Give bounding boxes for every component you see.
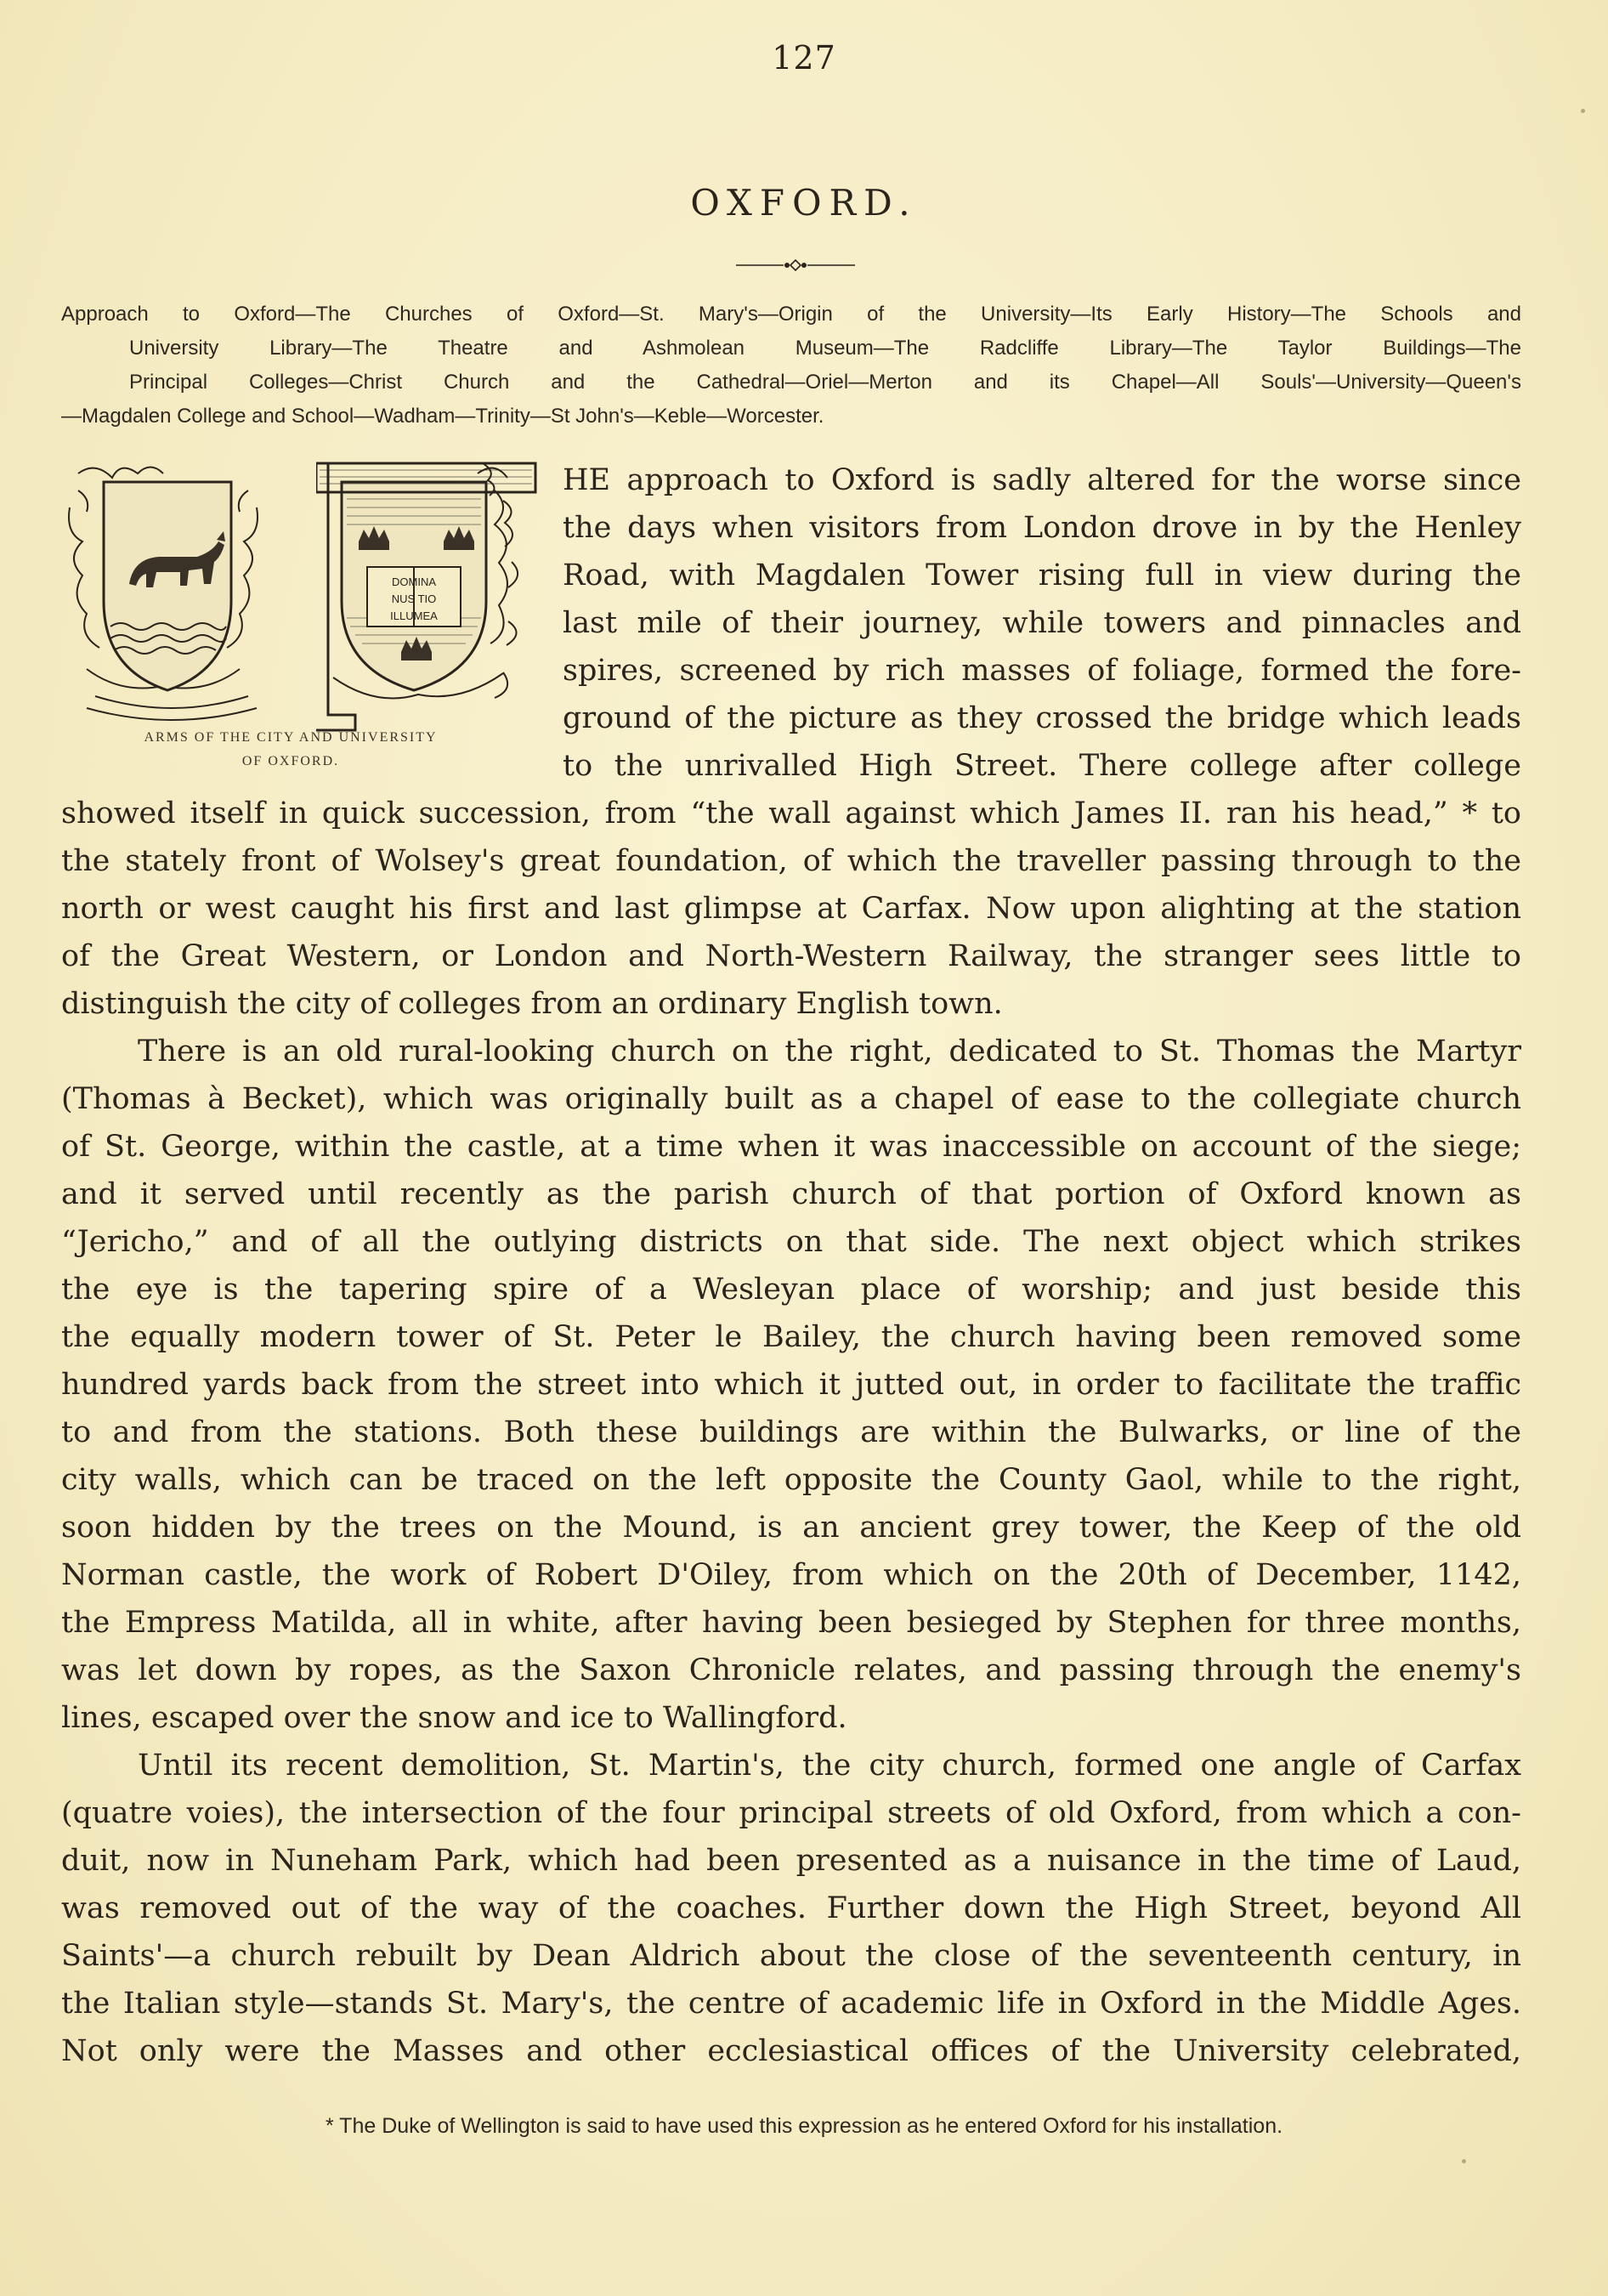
body-text [61,456,1521,2075]
text-line: to and from the stations. Both these buildings are within the Bulwarks, or line of the [61,1415,1521,1449]
text-line: lines, escaped over the snow and ice to Wallingford. [61,1701,847,1735]
text-line: Until its recent demolition, St. Martin's, the city church, formed one angle of Carfax [138,1749,1521,1783]
text-line: Road, with Magdalen Tower rising full in view during the [563,558,1521,592]
text-line: Saints'—a church rebuilt by Dean Aldrich about the close of the seventeenth century, in [61,1939,1521,1973]
text-line: was removed out of the way of the coaches. Further down the High Street, beyond All [61,1891,1521,1925]
text-line: north or west caught his first and last glimpse at Carfax. Now upon alighting at the station [61,892,1521,926]
paper-speck [1581,109,1585,113]
figure-caption-line1: ARMS OF THE CITY AND UNIVERSITY [144,730,438,745]
text-line: was let down by ropes, as the Saxon Chronicle relates, and passing through the enemy's [61,1653,1521,1687]
text-line: Not only were the Masses and other ecclesiastical offices of the University celebrated, [61,2034,1521,2068]
text-line: the days when visitors from London drove in by the Henley [563,511,1521,545]
book-motto-line1: DOMINA [392,575,436,588]
text-line: showed itself in quick succession, from “the wall against which James II. ran his head,” * to [61,797,1521,831]
chapter-synopsis [61,298,1521,434]
book-motto-line3: ILLUMEA [390,609,438,622]
paper-speck [1462,2159,1466,2163]
text-line: the Empress Matilda, all in white, after having been besieged by Stephen for three months, [61,1606,1521,1640]
text-line: There is an old rural-looking church on the right, dedicated to St. Thomas the Martyr [138,1035,1521,1069]
footnote: * The Duke of Wellington is said to have used this expression as he entered Oxford for his installation. [325,2114,1283,2138]
text-line: (Thomas à Becket), which was originally built as a chapel of ease to the collegiate church [61,1082,1521,1116]
text-line: the Italian style—stands St. Mary's, the centre of academic life in Oxford in the Middle Ages. [61,1987,1521,2021]
chapter-title: OXFORD. [690,182,918,224]
text-line: Norman castle, the work of Robert D'Oiley, from which on the 20th of December, 1142, [61,1558,1521,1592]
text-line: HE approach to Oxford is sadly altered for the worse since [563,463,1521,497]
text-line: spires, screened by rich masses of foliage, formed the fore- [563,654,1521,688]
text-line: (quatre voies), the intersection of the four principal streets of old Oxford, from which a con- [61,1796,1521,1830]
text-line: distinguish the city of colleges from an ordinary English town. [61,987,1003,1021]
text-line: city walls, which can be traced on the left opposite the County Gaol, while to the right, [61,1463,1521,1497]
text-line: the stately front of Wolsey's great foundation, of which the traveller passing through to the [61,844,1521,878]
text-line: to the unrivalled High Street. There college after college [563,749,1521,783]
text-line: hundred yards back from the street into which it jutted out, in order to facilitate the traffic [61,1368,1521,1402]
text-line: the eye is the tapering spire of a Wesleyan place of worship; and just beside this [61,1273,1521,1307]
synopsis-line: Approach to Oxford—The Churches of Oxford—St. Mary's—Origin of the University—Its Early History—The Schools and [61,303,1521,326]
synopsis-line: —Magdalen College and School—Wadham—Trinity—St John's—Keble—Worcester. [61,405,824,428]
text-line: the equally modern tower of St. Peter le Bailey, the church having been removed some [61,1320,1521,1354]
page-number: 127 [772,39,836,77]
figure-caption-line2: OF OXFORD. [241,754,340,768]
book-motto-line2: NUS TIO [391,592,437,605]
text-line: of the Great Western, or London and North-Western Railway, the stranger sees little to [61,939,1521,973]
text-line: “Jericho,” and of all the outlying districts on that side. The next object which strikes [61,1225,1521,1259]
synopsis-line: University Library—The Theatre and Ashmolean Museum—The Radcliffe Library—The Taylor Buildings—The [129,337,1521,360]
text-line: ground of the picture as they crossed the bridge which leads [563,701,1521,735]
text-line: of St. George, within the castle, at a time when it was inaccessible on account of the siege; [61,1130,1521,1164]
text-line: soon hidden by the trees on the Mound, is an ancient grey tower, the Keep of the old [61,1511,1521,1545]
text-line: duit, now in Nuneham Park, which had been presented as a nuisance in the time of Laud, [61,1844,1521,1878]
title-ornament [736,255,855,275]
synopsis-line: Principal Colleges—Christ Church and the Cathedral—Oriel—Merton and its Chapel—All Souls'—University—Queen's [129,371,1521,394]
text-line: last mile of their journey, while towers and pinnacles and [563,606,1521,640]
text-line: and it served until recently as the parish church of that portion of Oxford known as [61,1177,1521,1211]
